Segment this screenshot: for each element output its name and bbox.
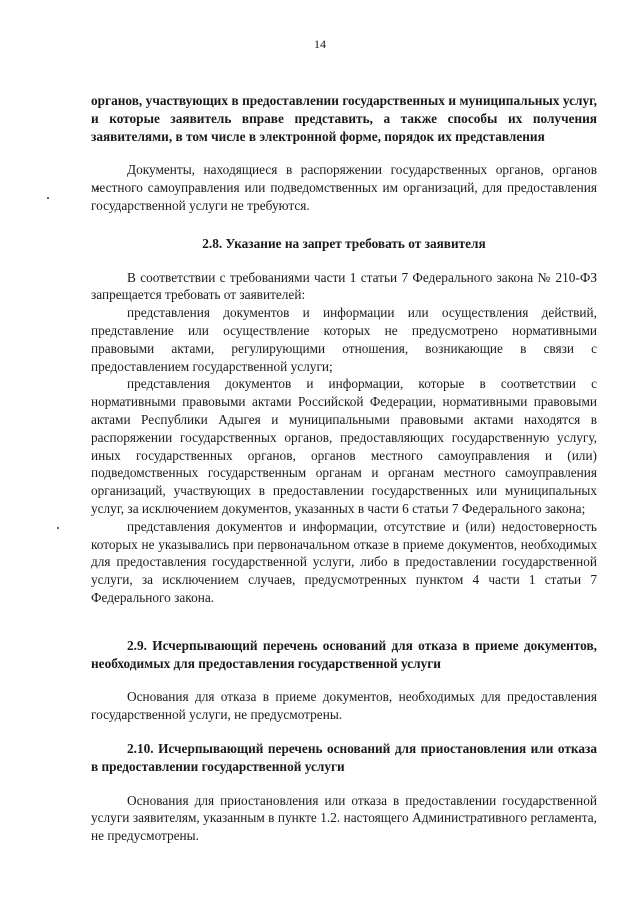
section-2-8-paragraph: представления документов и информации, которые в соответствии с нормативными правовыми актами Российской Федерации, нормативными правовыми актами Республики Адыгея и муниципальными правовыми актами находятся в распоряжении государственных органов, предоставляющих государственную услугу, иных государственных органов, органов местного самоуправления и (или) подведомственных государственным органам и органам местного самоуправления организаций, участвующих в предоставлении государственных или муниципальных услуг, за исключением документов, указанных в части 6 статьи 7 Федерального закона; [91,376,597,516]
section-2-8-title: 2.8. Указание на запрет требовать от заявителя [202,235,486,251]
section-2-8-paragraph: В соответствии с требованиями части 1 статьи 7 Федерального закона № 210-ФЗ запрещается требовать от заявителей: [91,269,597,303]
section-2-10-title: 2.10. Исчерпывающий перечень оснований для приостановления или отказа в предоставлении государственной услуги [91,740,597,774]
intro-heading-continuation: органов, участвующих в предоставлении государственных и муниципальных услуг, и которые заявитель вправе представить, а также способы их получения заявителями, в том числе в электронной форме, порядок их представления [91,93,597,144]
intro-paragraph: Документы, находящиеся в распоряжении государственных органов, органов местного самоуправления или подведомственных им организаций, для предоставления государственной услуги не требуются. [91,162,597,213]
scan-speck [57,527,59,529]
page-number: 14 [314,37,326,51]
scan-speck [47,197,49,199]
section-2-8-paragraph: представления документов и информации или осуществления действий, представление или осуществление которых не предусмотрено нормативными правовыми актами, регулирующими отношения, возникающие в связи с предоставлением государственной услуги; [91,305,597,374]
document-body [91,92,597,845]
section-2-9-paragraph: Основания для отказа в приеме документов, необходимых для предоставления государственной услуги, не предусмотрены. [91,689,597,723]
section-2-9-title: 2.9. Исчерпывающий перечень оснований для отказа в приеме документов, необходимых для предоставления государственной услуги [91,637,597,671]
section-2-8-paragraph: представления документов и информации, отсутствие и (или) недостоверность которых не указывались при первоначальном отказе в приеме документов, необходимых для предоставления государственной услуги, либо в предоставлении государственной услуги, за исключением случаев, предусмотренных пунктом 4 части 1 статьи 7 Федерального закона. [91,518,597,605]
section-2-10-paragraph: Основания для приостановления или отказа в предоставлении государственной услуги заявителям, указанным в пункте 1.2. настоящего Административного регламента, не предусмотрены. [91,792,597,844]
